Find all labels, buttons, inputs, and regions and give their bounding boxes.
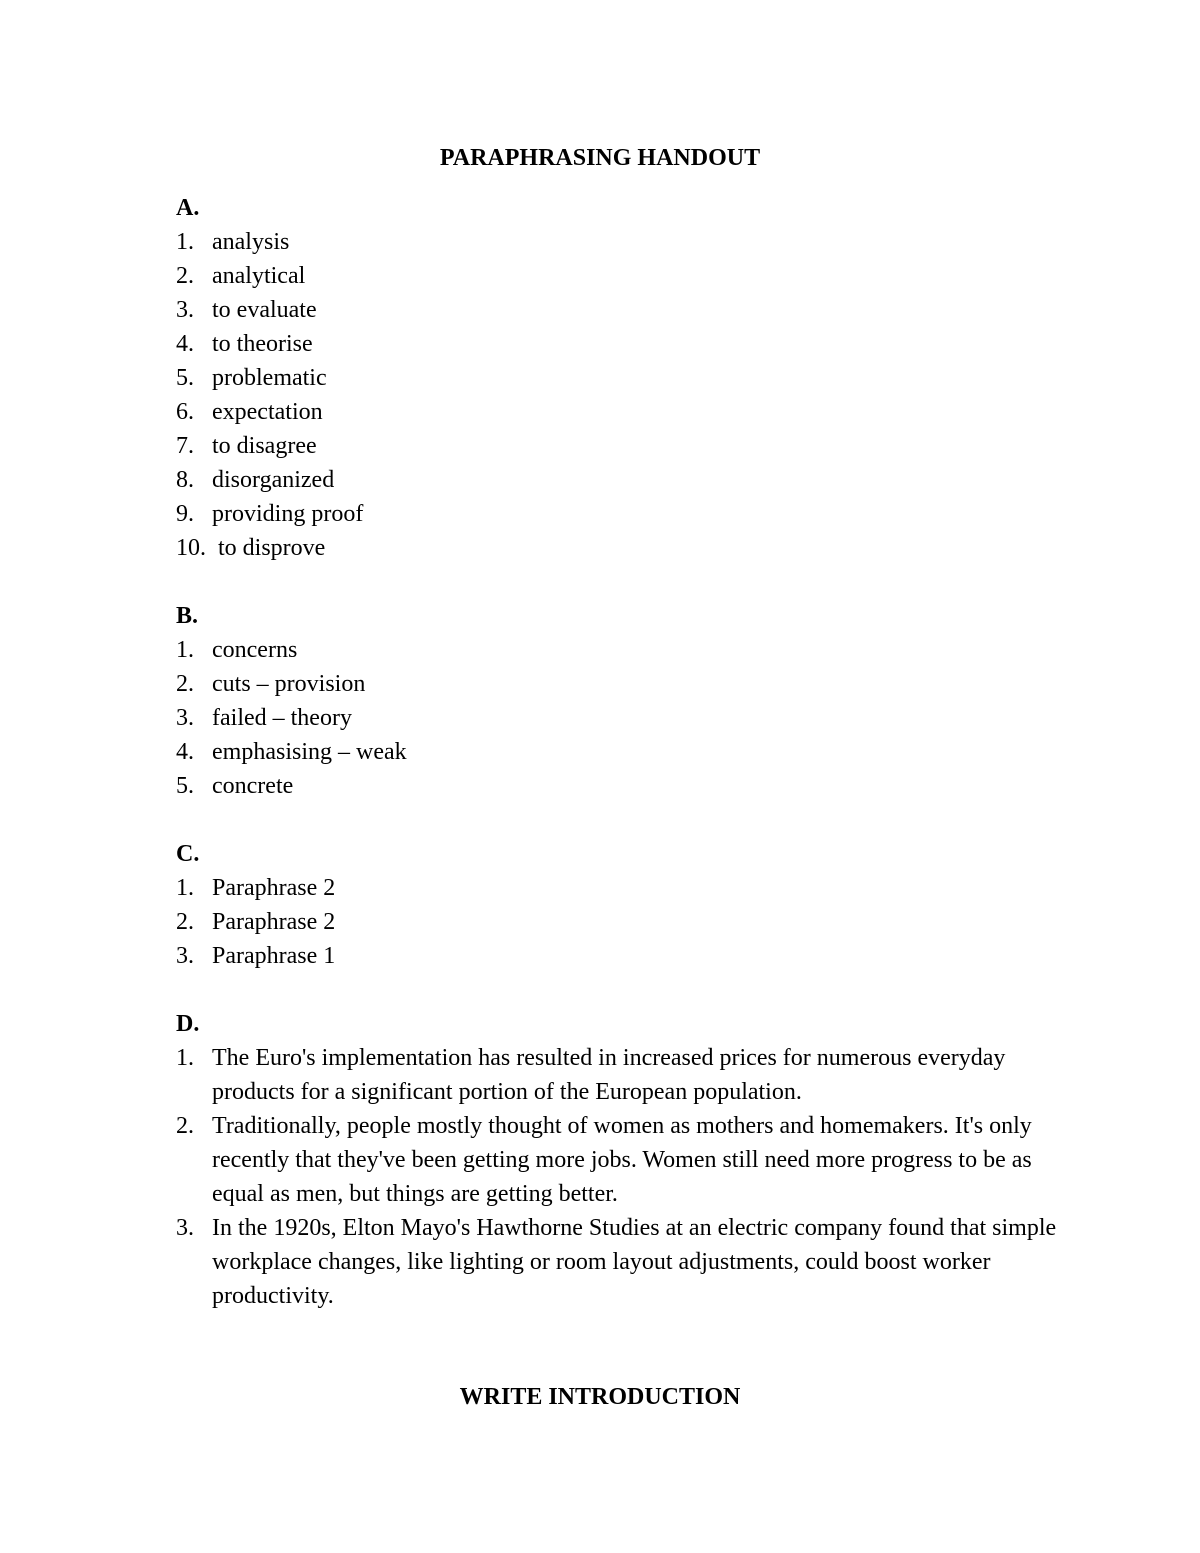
item-number: 10.	[176, 535, 206, 561]
item-text: In the 1920s, Elton Mayo's Hawthorne Studies at an electric company found that simple workplace changes, like lighting or room layout adjustments, could boost worker productivity.	[212, 1215, 1057, 1309]
list-item	[176, 1109, 1076, 1211]
item-number: 1.	[176, 637, 194, 663]
list-item	[176, 463, 1076, 497]
item-text: disorganized	[212, 467, 335, 493]
item-text: problematic	[212, 365, 327, 391]
section-spacer	[176, 973, 1076, 1007]
list-item	[176, 225, 1076, 259]
list-item	[176, 871, 1076, 905]
item-number: 2.	[176, 671, 194, 697]
section-title-write-introduction: WRITE INTRODUCTION	[459, 1384, 741, 1410]
item-text: expectation	[212, 399, 323, 425]
list-item	[176, 735, 1076, 769]
item-text: concrete	[212, 773, 294, 799]
section-d-list	[176, 1041, 1076, 1313]
item-text: to disagree	[212, 433, 317, 459]
item-number: 5.	[176, 365, 194, 391]
list-item	[176, 395, 1076, 429]
item-text: to evaluate	[212, 297, 317, 323]
item-number: 9.	[176, 501, 194, 527]
list-item	[176, 905, 1076, 939]
item-text: Paraphrase 2	[212, 909, 336, 935]
list-item	[176, 939, 1076, 973]
section-c-list	[176, 871, 1076, 973]
item-number: 8.	[176, 467, 194, 493]
list-item	[176, 1211, 1076, 1313]
item-text: to theorise	[212, 331, 313, 357]
item-text: failed – theory	[212, 705, 352, 731]
item-number: 2.	[176, 263, 194, 289]
item-number: 1.	[176, 875, 194, 901]
page-title: PARAPHRASING HANDOUT	[439, 145, 761, 171]
item-text: The Euro's implementation has resulted in increased prices for numerous everyday products for a significant portion of the European population.	[212, 1045, 1006, 1105]
section-a-list	[176, 225, 1076, 565]
item-text: Traditionally, people mostly thought of women as mothers and homemakers. It's only recently that they've been getting more jobs. Women still need more progress to be as equal as men, but things are getting better.	[212, 1113, 1032, 1207]
section-b-list	[176, 633, 1076, 803]
item-text: to disprove	[218, 535, 326, 561]
item-text: analytical	[212, 263, 306, 289]
item-text: Paraphrase 1	[212, 943, 336, 969]
item-number: 4.	[176, 739, 194, 765]
item-number: 6.	[176, 399, 194, 425]
list-item	[176, 293, 1076, 327]
item-text: cuts – provision	[212, 671, 366, 697]
list-item	[176, 429, 1076, 463]
list-item	[176, 667, 1076, 701]
list-item	[176, 361, 1076, 395]
list-item	[176, 769, 1076, 803]
item-number: 2.	[176, 1113, 194, 1139]
item-number: 3.	[176, 705, 194, 731]
item-number: 5.	[176, 773, 194, 799]
item-text: providing proof	[212, 501, 364, 527]
list-item	[176, 1041, 1076, 1109]
item-text: analysis	[212, 229, 290, 255]
item-number: 1.	[176, 229, 194, 255]
section-spacer	[176, 565, 1076, 599]
item-number: 3.	[176, 943, 194, 969]
section-b-label: B.	[176, 603, 199, 629]
item-number: 3.	[176, 297, 194, 323]
list-item	[176, 259, 1076, 293]
section-a-label: A.	[176, 195, 200, 221]
item-number: 7.	[176, 433, 194, 459]
item-number: 3.	[176, 1215, 194, 1241]
section-c-label: C.	[176, 841, 200, 867]
section-d-label: D.	[176, 1011, 200, 1037]
item-text: Paraphrase 2	[212, 875, 336, 901]
item-number: 1.	[176, 1045, 194, 1071]
section-spacer	[176, 803, 1076, 837]
item-number: 2.	[176, 909, 194, 935]
list-item	[176, 633, 1076, 667]
list-item	[176, 497, 1076, 531]
item-text: concerns	[212, 637, 298, 663]
list-item	[176, 531, 1076, 565]
list-item	[176, 327, 1076, 361]
item-text: emphasising – weak	[212, 739, 407, 765]
list-item	[176, 701, 1076, 735]
document-content	[176, 191, 1076, 1313]
item-number: 4.	[176, 331, 194, 357]
